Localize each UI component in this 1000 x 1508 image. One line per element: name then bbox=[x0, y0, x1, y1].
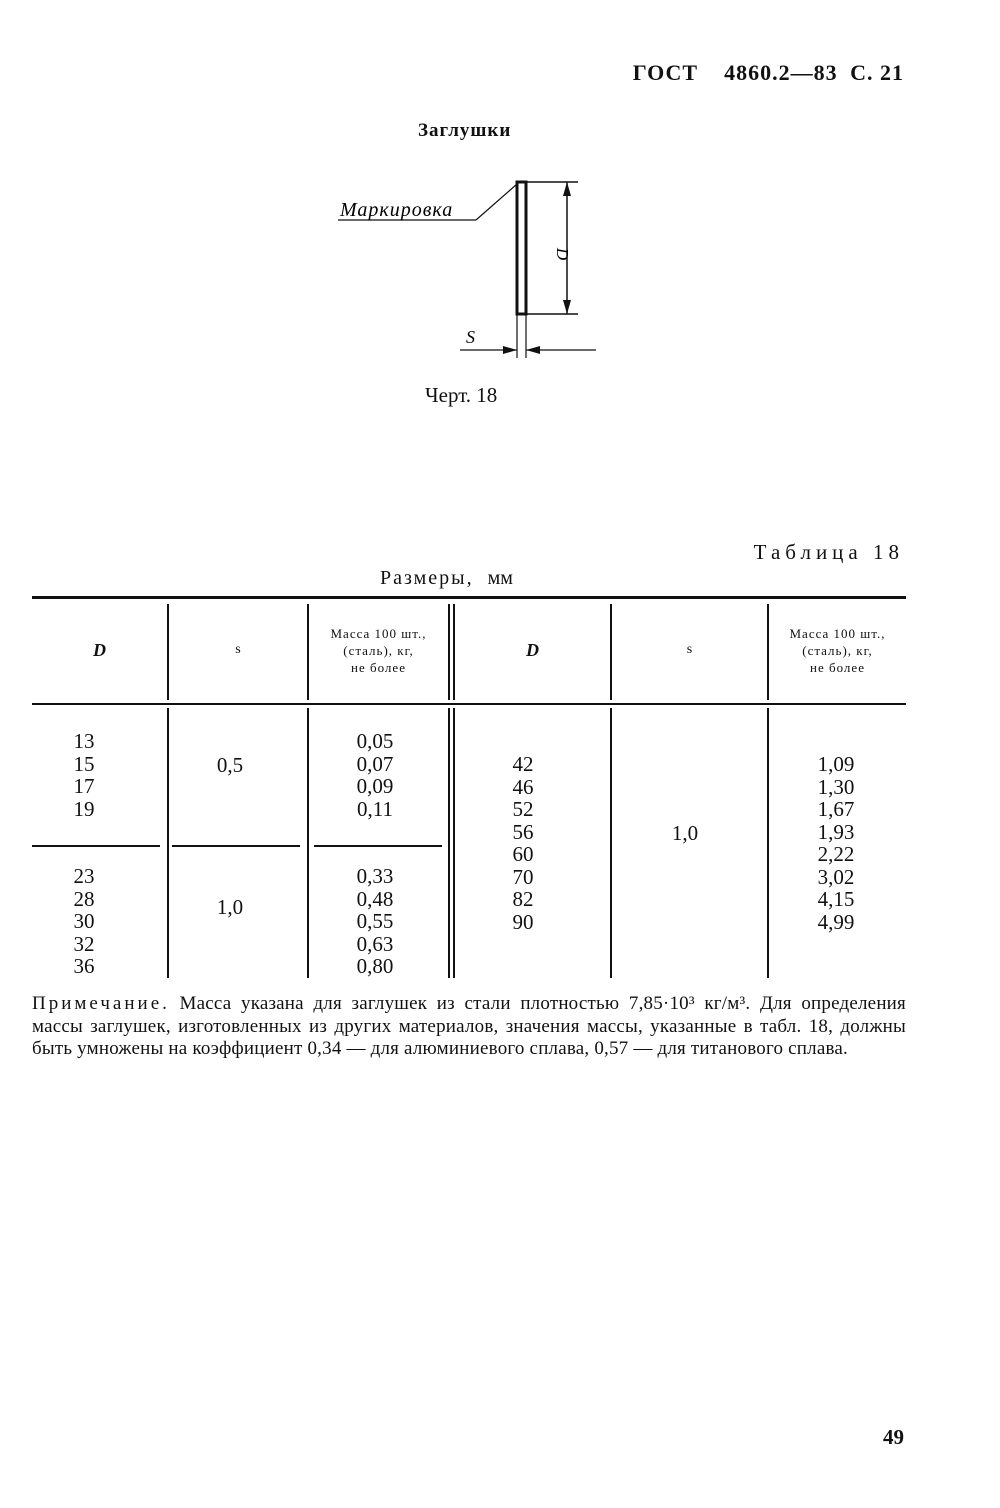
header-mass-right: Масса 100 шт., (сталь), кг, не более bbox=[789, 625, 886, 675]
units-value: мм bbox=[487, 567, 513, 589]
header-s-left: s bbox=[235, 642, 241, 657]
header-mass-left: Масса 100 шт., (сталь), кг, не более bbox=[330, 625, 427, 675]
table-cell: 0,09 bbox=[356, 774, 394, 798]
table-cell: 0,05 bbox=[356, 729, 394, 753]
left-group2-d bbox=[62, 865, 106, 978]
table-cell: 4,99 bbox=[817, 909, 855, 934]
table-cell: 30 bbox=[73, 909, 95, 933]
table-cell: 52 bbox=[512, 797, 534, 821]
table-cell: 0,48 bbox=[356, 886, 394, 911]
header-d-left: D bbox=[93, 639, 106, 660]
dim-d-label: D bbox=[553, 247, 572, 261]
page-number: 49 bbox=[883, 1425, 904, 1449]
table-cell: 1,93 bbox=[817, 819, 855, 844]
left-group2-mass bbox=[347, 865, 403, 978]
table-cell: 19 bbox=[73, 796, 95, 821]
table-cell: 0,33 bbox=[356, 864, 394, 888]
table-cell: 46 bbox=[512, 774, 534, 799]
standard-number: 4860.2—83 bbox=[724, 60, 838, 85]
left-group1-mass bbox=[347, 730, 403, 820]
header-d-right: D bbox=[526, 639, 539, 660]
plug-body bbox=[517, 182, 526, 314]
table-cell: 32 bbox=[73, 931, 95, 956]
right-group-mass bbox=[808, 753, 864, 933]
table-cell: 1,30 bbox=[817, 774, 855, 799]
right-group-d bbox=[501, 753, 545, 933]
table-title: Таблица 18 bbox=[753, 540, 904, 564]
plug-drawing bbox=[320, 170, 620, 370]
page-ref: С. 21 bbox=[850, 60, 904, 85]
marking-label: Маркировка bbox=[340, 199, 454, 221]
dim-s-label: S bbox=[466, 327, 475, 347]
table-cell: 0,07 bbox=[356, 751, 394, 776]
table-cell: 0,55 bbox=[356, 909, 394, 933]
table-cell: 23 bbox=[73, 864, 95, 888]
table-cell: 17 bbox=[73, 774, 95, 798]
table-cell: 0,63 bbox=[356, 931, 394, 956]
table-cell: 82 bbox=[512, 887, 534, 911]
table-cell: 90 bbox=[512, 909, 534, 934]
table-cell: 3,02 bbox=[817, 864, 855, 889]
table-cell: 0,11 bbox=[357, 796, 393, 821]
table-cell: 0,80 bbox=[356, 954, 394, 978]
table-cell: 13 bbox=[73, 729, 95, 753]
table-cell: 1,09 bbox=[817, 752, 855, 776]
left-group1-d bbox=[62, 730, 106, 820]
table-cell: 28 bbox=[73, 886, 95, 911]
units-line bbox=[380, 567, 513, 590]
dimensions-table bbox=[32, 596, 906, 980]
table-note bbox=[32, 993, 906, 1061]
units-label: Размеры, bbox=[380, 567, 474, 589]
table-cell: 2,22 bbox=[817, 842, 855, 866]
table-cell: 15 bbox=[73, 751, 95, 776]
header-s-right: s bbox=[686, 642, 693, 657]
table-cell: 70 bbox=[512, 864, 534, 889]
figure-caption: Черт. 18 bbox=[425, 383, 498, 407]
page-header bbox=[633, 60, 904, 86]
table-cell: 60 bbox=[512, 842, 534, 866]
section-title: Заглушки bbox=[418, 120, 512, 141]
table-cell: 4,15 bbox=[817, 887, 855, 911]
left-group2-s: 1,0 bbox=[216, 895, 244, 919]
table-cell: 42 bbox=[512, 752, 534, 776]
note-text: Масса указана для заглушек из стали плотностью 7,85·10³ кг/м³. Для определения массы заглушек, изготовленных из других материалов, значения массы, указанные в табл. 18, должны быть умножены на коэффициент 0,34 — для алюминиевого сплава, 0,57 — для титанового сплава. bbox=[32, 993, 906, 1059]
standard-label: ГОСТ bbox=[632, 60, 699, 85]
left-group1-s: 0,5 bbox=[216, 753, 244, 777]
table-cell: 36 bbox=[73, 954, 95, 978]
note-lead: Примечание. bbox=[32, 993, 170, 1014]
table-cell: 56 bbox=[512, 819, 534, 844]
right-group-s: 1,0 bbox=[671, 821, 699, 845]
table-cell: 1,67 bbox=[817, 797, 855, 821]
